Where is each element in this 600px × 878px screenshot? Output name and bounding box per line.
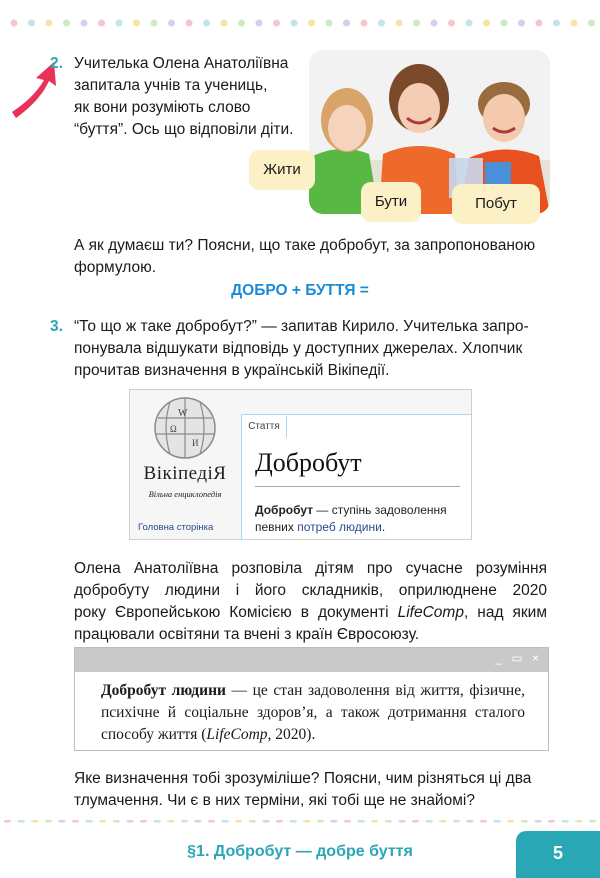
wikipedia-screenshot — [129, 389, 472, 540]
border-dot — [361, 20, 368, 27]
border-dot — [378, 20, 385, 27]
border-dash — [453, 820, 460, 823]
wiki-def-term: Добробут — [255, 503, 314, 517]
border-dot — [273, 20, 280, 27]
definition-text-2: , 2020). — [267, 726, 316, 743]
border-dash — [548, 820, 555, 823]
border-dot — [536, 20, 543, 27]
border-dash — [154, 820, 161, 823]
border-dash — [371, 820, 378, 823]
border-dash — [86, 820, 93, 823]
border-dash — [426, 820, 433, 823]
border-dash — [235, 820, 242, 823]
border-dash — [330, 820, 337, 823]
border-dash — [439, 820, 446, 823]
border-dash — [18, 820, 25, 823]
border-dot — [571, 20, 578, 27]
window-title-bar — [75, 648, 548, 672]
border-dot — [151, 20, 158, 27]
wiki-definition — [255, 502, 465, 536]
wiki-logo-subtitle: Вільна енциклопедія — [148, 489, 222, 499]
definition-window — [74, 647, 549, 751]
border-dot — [466, 20, 473, 27]
border-dot — [518, 20, 525, 27]
window-controls[interactable]: _ ▭ × — [495, 651, 542, 665]
task-3-line-3: прочитав визначення в українській Вікіпедії. — [74, 362, 390, 379]
top-dotted-border — [0, 18, 600, 28]
task-3-number: 3. — [50, 318, 63, 335]
answer-bubble-buty: Бути — [361, 182, 421, 222]
border-dash — [194, 820, 201, 823]
svg-text:И: И — [192, 438, 199, 448]
border-dot — [98, 20, 105, 27]
border-dot — [116, 20, 123, 27]
page-number: 5 — [516, 831, 600, 878]
closing-line-1: Яке визначення тобі зрозуміліше? Поясни, чим різняться ці два — [74, 770, 532, 787]
task-2-line-3: як вони розуміють слово — [74, 99, 251, 116]
paragraph-lifecomp: LifeComp — [397, 604, 464, 621]
border-dash — [303, 820, 310, 823]
border-dash — [276, 820, 283, 823]
paragraph-line-2: добробуту людини і його складників, оприлюднене 2020 — [74, 582, 547, 599]
border-dash — [181, 820, 188, 823]
border-dot — [186, 20, 193, 27]
border-dot — [221, 20, 228, 27]
paragraph-line-3-pre: року Європейською Комісією в документі — [74, 604, 398, 621]
border-dash — [222, 820, 229, 823]
border-dot — [553, 20, 560, 27]
border-dash — [262, 820, 269, 823]
border-dash — [167, 820, 174, 823]
border-dash — [208, 820, 215, 823]
wiki-sidebar — [130, 390, 239, 539]
wiki-def-link[interactable]: потреб людини — [297, 520, 382, 534]
border-dash — [562, 820, 569, 823]
wiki-tab-article[interactable]: Стаття — [241, 416, 287, 438]
paragraph-line-4: працювали освітяни та вчені з країн Євросоюзу. — [74, 626, 420, 643]
definition-term: Добробут людини — [101, 682, 226, 699]
border-dot — [291, 20, 298, 27]
border-dash — [494, 820, 501, 823]
border-dash — [385, 820, 392, 823]
border-dash — [45, 820, 52, 823]
border-dot — [168, 20, 175, 27]
border-dash — [4, 820, 11, 823]
task-3-line-1: “То що ж таке добробут?” — запитав Кирило. Учителька запро- — [74, 318, 529, 335]
answer-bubble-zhyty: Жити — [249, 150, 315, 190]
border-dash — [113, 820, 120, 823]
border-dash — [317, 820, 324, 823]
border-dash — [290, 820, 297, 823]
wiki-article-title: Добробут — [255, 448, 362, 477]
border-dash — [575, 820, 582, 823]
border-dot — [413, 20, 420, 27]
border-dot — [308, 20, 315, 27]
border-dash — [398, 820, 405, 823]
wiki-def-line2: певних — [255, 520, 298, 534]
border-dash — [507, 820, 514, 823]
task-2-line-2: запитала учнів та учениць, — [74, 77, 268, 94]
task-2-line-4: “буття”. Ось що відповіли діти. — [74, 121, 294, 138]
border-dash — [412, 820, 419, 823]
border-dash — [521, 820, 528, 823]
border-dot — [11, 20, 18, 27]
border-dash — [72, 820, 79, 823]
border-dot — [501, 20, 508, 27]
border-dash — [126, 820, 133, 823]
border-dot — [238, 20, 245, 27]
task-2-question-line-2: формулою. — [74, 259, 157, 276]
border-dot — [396, 20, 403, 27]
svg-text:Ω: Ω — [170, 424, 177, 434]
border-dash — [249, 820, 256, 823]
border-dot — [28, 20, 35, 27]
task-2-question-line-1: А як думаєш ти? Поясни, що таке добробут, за запропонованою — [74, 237, 536, 254]
border-dash — [31, 820, 38, 823]
task-2-line-1: Учителька Олена Анатоліївна — [74, 55, 289, 72]
border-dash — [99, 820, 106, 823]
border-dash — [480, 820, 487, 823]
border-dash — [589, 820, 596, 823]
border-dot — [588, 20, 595, 27]
border-dash — [58, 820, 65, 823]
border-dash — [344, 820, 351, 823]
task-3-line-2: понувала відшукати відповідь у доступних джерелах. Хлопчик — [74, 340, 523, 357]
paragraph-line-3 — [74, 602, 547, 624]
paragraph-line-3-post: , над яким — [463, 604, 547, 621]
border-dash — [466, 820, 473, 823]
border-dot — [431, 20, 438, 27]
border-dot — [326, 20, 333, 27]
footer-section-title: §1. Добробут — добре буття — [187, 843, 413, 860]
svg-text:W: W — [178, 408, 188, 419]
border-dot — [343, 20, 350, 27]
wiki-home-link[interactable]: Головна сторінка — [138, 522, 214, 533]
border-dot — [256, 20, 263, 27]
definition-text — [101, 680, 525, 746]
wiki-logo-name: ВікіпедіЯ — [143, 463, 227, 484]
wiki-def-text: — ступінь задоволення — [313, 503, 447, 517]
paragraph-line-1: Олена Анатоліївна розповіла дітям про сучасне розуміння — [74, 560, 547, 577]
border-dash — [534, 820, 541, 823]
formula: ДОБРО + БУТТЯ = — [231, 282, 369, 299]
border-dot — [63, 20, 70, 27]
border-dot — [483, 20, 490, 27]
wiki-def-end: . — [381, 520, 386, 534]
answer-bubble-pobut: Побут — [452, 184, 540, 224]
bottom-dashed-border — [0, 818, 600, 824]
wikipedia-globe-icon — [148, 394, 222, 460]
border-dash — [358, 820, 365, 823]
border-dot — [448, 20, 455, 27]
border-dash — [140, 820, 147, 823]
border-dot — [81, 20, 88, 27]
wiki-title-divider — [255, 486, 460, 487]
definition-text-1: — це стан задоволення від життя, фізичне, психічне й соціальне здоров’я, а також дотримання сталого способу життя ( — [101, 682, 525, 743]
task-2-number: 2. — [50, 55, 63, 72]
border-dot — [46, 20, 53, 27]
border-dot — [203, 20, 210, 27]
definition-source: LifeComp — [206, 726, 268, 743]
border-dot — [133, 20, 140, 27]
closing-line-2: тлумачення. Чи є в них терміни, які тобі ще не знайомі? — [74, 792, 475, 809]
